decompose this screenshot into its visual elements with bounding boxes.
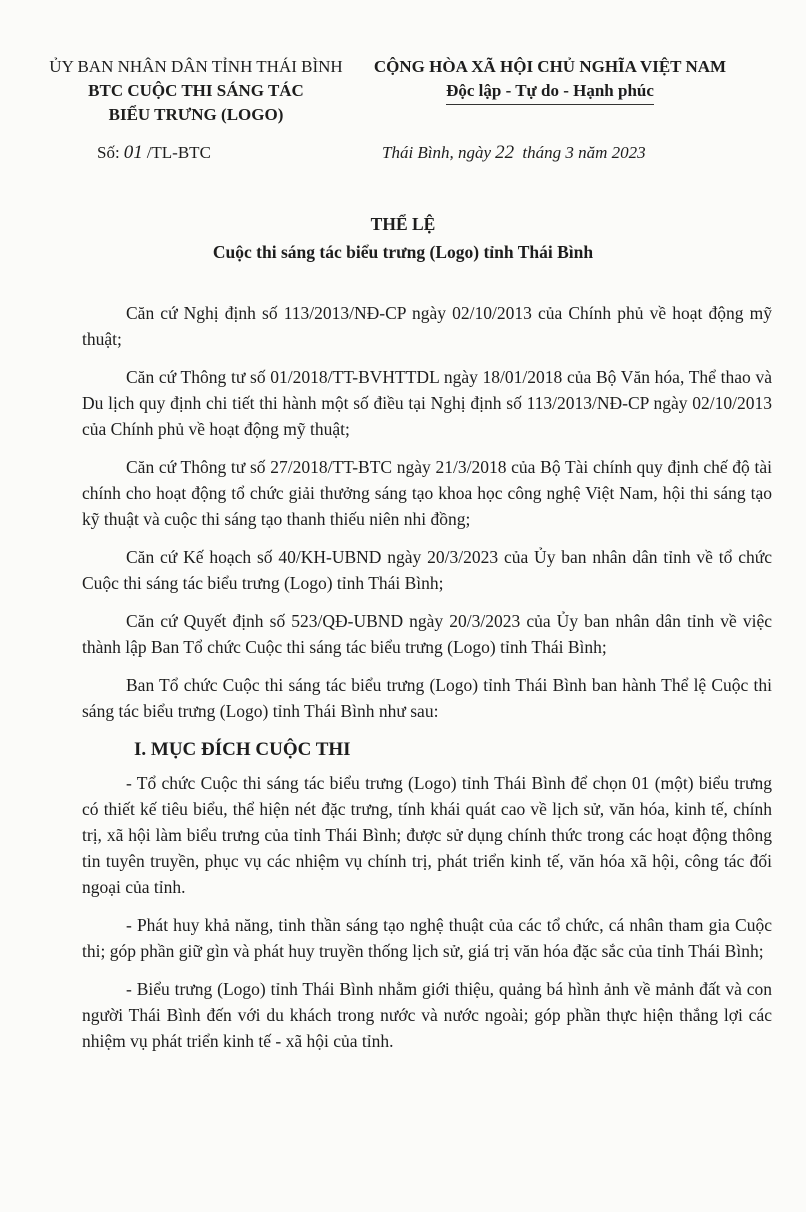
paragraph: Căn cứ Thông tư số 01/2018/TT-BVHTTDL ngày 18/01/2018 của Bộ Văn hóa, Thể thao và Du lịch quy định chi tiết thi hành một số điều tại Nghị định số 113/2013/NĐ-CP ngày 02/10/2013 của Chính phủ về hoạt động mỹ thuật; (82, 367, 772, 439)
date-prefix: Thái Bình, ngày (382, 143, 492, 162)
issuer-line-1: ỦY BAN NHÂN DÂN TỈNH THÁI BÌNH (49, 57, 343, 76)
bullet-item: - Tổ chức Cuộc thi sáng tác biểu trưng (Logo) tỉnh Thái Bình để chọn 01 (một) biểu trưng có thiết kế tiêu biểu, thể hiện nét đặc trưng, tính khái quát cao về lịch sử, văn hóa, kinh tế, chính trị, xã hội làm biểu trưng của tỉnh Thái Bình; được sử dụng chính thức trong các hoạt động thông tin tuyên truyền, phục vụ các nhiệm vụ chính trị, phát triển kinh tế, văn hóa xã hội, công tác đối ngoại của tỉnh. (82, 773, 772, 897)
bullet-item: - Phát huy khả năng, tinh thần sáng tạo nghệ thuật của các tổ chức, cá nhân tham gia Cuộc thi; góp phần giữ gìn và phát huy truyền thống lịch sử, giá trị văn hóa đặc sắc của tỉnh Thái Bình; (82, 915, 772, 961)
date-day: 22 (495, 142, 515, 163)
doc-number-suffix: /TL-BTC (146, 143, 211, 162)
bullet-item: - Biểu trưng (Logo) tỉnh Thái Bình nhằm giới thiệu, quảng bá hình ảnh về mảnh đất và con người Thái Bình đến với du khách trong nước và nước ngoài; góp phần thực hiện thắng lợi các nhiệm vụ phát triển kinh tế - xã hội của tỉnh. (82, 979, 772, 1051)
doc-number (97, 142, 211, 164)
national-title: CỘNG HÒA XÃ HỘI CHỦ NGHĨA VIỆT NAM (373, 57, 727, 76)
title-main: THỂ LỆ (370, 214, 436, 234)
national-motto: Độc lập - Tự do - Hạnh phúc (446, 79, 654, 105)
paragraph: Căn cứ Thông tư số 27/2018/TT-BTC ngày 21/3/2018 của Bộ Tài chính quy định chế độ tài chính cho hoạt động tổ chức giải thưởng sáng tạo khoa học công nghệ Việt Nam, hội thi sáng tạo kỹ thuật và cuộc thi sáng tạo thanh thiếu niên nhi đồng; (82, 457, 772, 529)
document-title (0, 210, 806, 266)
issuer-line-3: BIỂU TRƯNG (LOGO) (108, 105, 284, 124)
paragraph: Căn cứ Nghị định số 113/2013/NĐ-CP ngày 02/10/2013 của Chính phủ về hoạt động mỹ thuật; (82, 303, 772, 349)
paragraph: Căn cứ Kế hoạch số 40/KH-UBND ngày 20/3/2023 của Ủy ban nhân dân tỉnh về tổ chức Cuộc thi sáng tác biểu trưng (Logo) tỉnh Thái Bình; (82, 547, 772, 593)
document-body (82, 300, 772, 1066)
title-sub: Cuộc thi sáng tác biểu trưng (Logo) tỉnh Thái Bình (212, 242, 594, 262)
issuer-header (36, 55, 356, 127)
paragraph: Ban Tổ chức Cuộc thi sáng tác biểu trưng (Logo) tỉnh Thái Bình ban hành Thể lệ Cuộc thi sáng tác biểu trưng (Logo) tỉnh Thái Bình như sau: (82, 675, 772, 721)
section-heading: I. MỤC ĐÍCH CUỘC THI (134, 739, 351, 760)
doc-date (382, 142, 646, 164)
date-suffix: tháng 3 năm 2023 (522, 143, 646, 162)
national-header (355, 55, 745, 105)
issuer-line-2: BTC CUỘC THI SÁNG TÁC (88, 81, 304, 100)
paragraph: Căn cứ Quyết định số 523/QĐ-UBND ngày 20/3/2023 của Ủy ban nhân dân tỉnh về việc thành lập Ban Tổ chức Cuộc thi sáng tác biểu trưng (Logo) tỉnh Thái Bình; (82, 611, 772, 657)
doc-number-value: 01 (123, 142, 143, 163)
doc-number-prefix: Số: (97, 143, 120, 162)
